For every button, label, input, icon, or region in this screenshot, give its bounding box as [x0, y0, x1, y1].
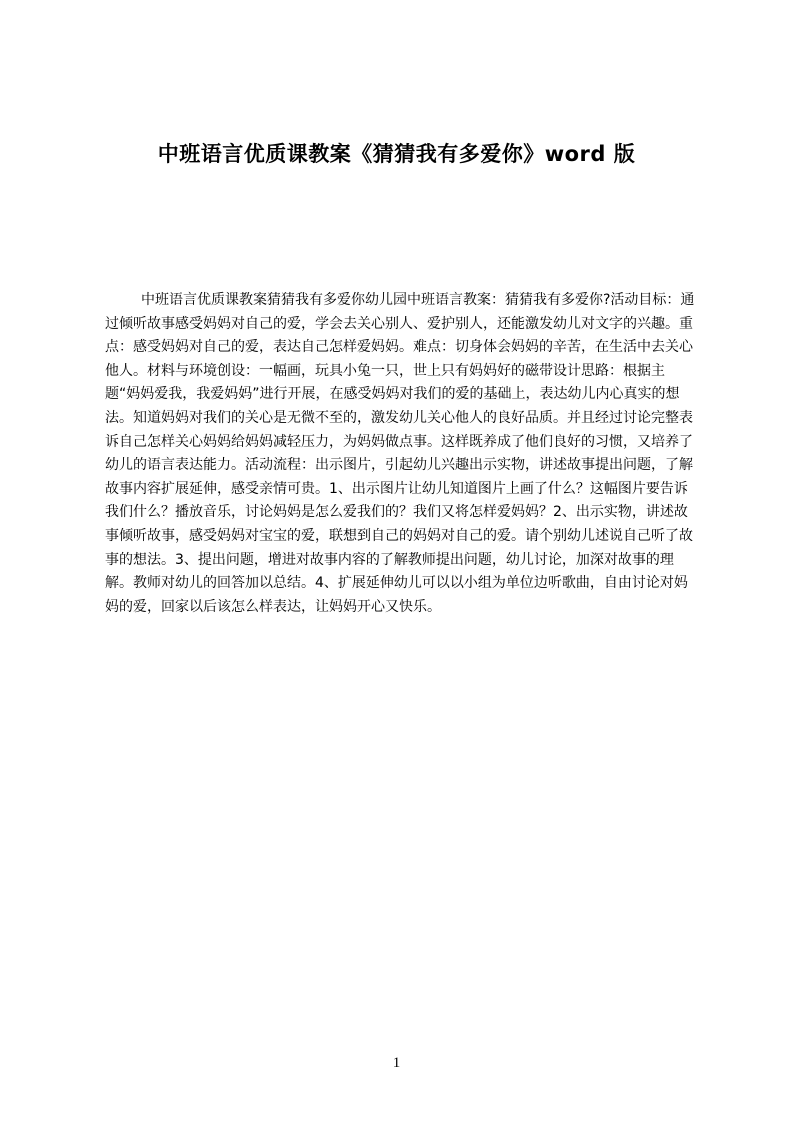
page-number: 1	[392, 1055, 401, 1071]
document-title: 中班语言优质课教案《猜猜我有多爱你》word 版	[157, 142, 636, 166]
document-body-paragraph: 中班语言优质课教案猜猜我有多爱你幼儿园中班语言教案：猜猜我有多爱你?活动目标：通过倾听故事感受妈妈对自己的爱，学会去关心别人、爱护别人，还能激发幼儿对文字的兴趣。重点：感受妈妈对自己的爱，表达自己怎样爱妈妈。难点：切身体会妈妈的辛苦，在生活中去关心他人。材料与环境创设：一幅画，玩具小兔一只，世上只有妈妈好的磁带设计思路：根据主题“妈妈爱我，我爱妈妈”进行开展，在感受妈妈对我们的爱的基础上，表达幼儿内心真实的想法。知道妈妈对我们的关心是无微不至的，激发幼儿关心他人的良好品质。并且经过讨论完整表诉自己怎样关心妈妈给妈妈减轻压力，为妈妈做点事。这样既养成了他们良好的习惯，又培养了幼儿的语言表达能力。活动流程：出示图片，引起幼儿兴趣出示实物，讲述故事提出问题，了解故事内容扩展延伸，感受亲情可贵。1、出示图片让幼儿知道图片上画了什么？这幅图片要告诉我们什么？播放音乐，讨论妈妈是怎么爱我们的？我们又将怎样爱妈妈？2、出示实物，讲述故事倾听故事，感受妈妈对宝宝的爱，联想到自己的妈妈对自己的爱。请个别幼儿述说自己听了故事的想法。3、提出问题，增进对故事内容的了解教师提出问题，幼儿讨论，加深对故事的理解。教师对幼儿的回答加以总结。4、扩展延伸幼儿可以以小组为单位边听歌曲，自由讨论对妈妈的爱，回家以后该怎么样表达，让妈妈开心又快乐。	[105, 292, 695, 615]
